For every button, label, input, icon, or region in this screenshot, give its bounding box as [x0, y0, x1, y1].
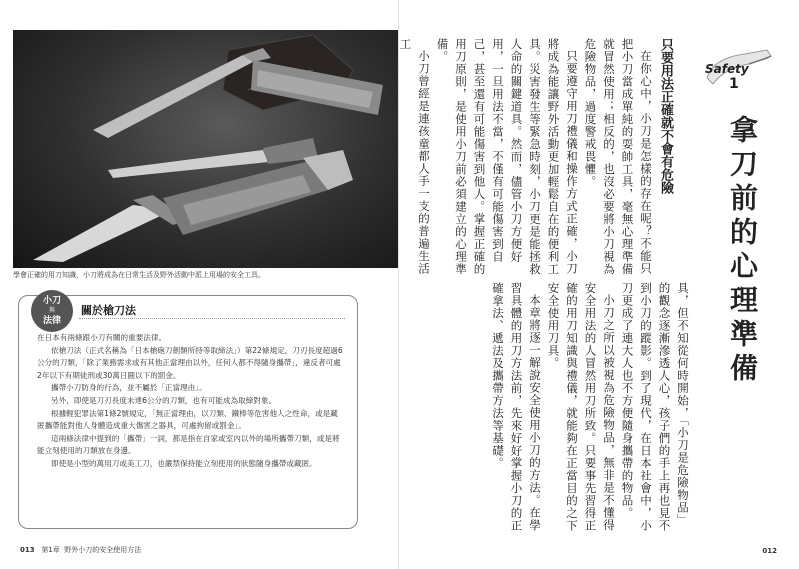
- right-page-number: 012: [762, 547, 777, 555]
- badge-number: 1: [729, 76, 739, 92]
- left-page: [0, 0, 399, 569]
- section-label: 野外小刀的安全使用方法: [64, 546, 142, 554]
- body-paragraph: 本章將逐一解說安全使用小刀的方法。在學習具體的用刀方法前，先來好好掌握小刀的正確拿法、遞法及攜帶方法等基礎。: [491, 282, 542, 532]
- page-subtitle: 只要用法正確就不會有危險: [658, 38, 673, 194]
- law-paragraph: 攜帶小刀防身的行為，並不屬於「正當理由」。: [51, 383, 207, 393]
- law-tag-bottom: 法律: [42, 316, 61, 326]
- law-paragraph: 根據輕犯罪法第1條2號規定，「無正當理由，以刀類、鐵棒等危害他人之性命，或是藏匿攜帶能對他人身體造成重大傷害之器具，可處拘留或罰金」。: [37, 408, 338, 431]
- law-paragraph: 這兩條法律中提到的「攜帶」一詞，都是指在自家或室內以外的場所攜帶刀類，或是將能立刻使用的刀類放在身邊。: [37, 433, 340, 456]
- left-page-number: 013: [20, 546, 35, 554]
- knives-illustration: [13, 30, 399, 268]
- body-text-bottom: [430, 282, 692, 532]
- badge-word: Safety: [705, 62, 749, 76]
- body-text-top: [398, 38, 655, 278]
- law-box-body: [37, 332, 343, 471]
- chapter-label: 第1章: [41, 546, 60, 554]
- law-box-header: [19, 296, 357, 328]
- page-title: 拿刀前的心理準備: [726, 115, 759, 387]
- law-tag-mid: 與: [48, 307, 55, 314]
- law-box: [18, 295, 358, 529]
- law-paragraph: 在日本有兩條跟小刀有關的重要法律。: [37, 333, 167, 342]
- law-paragraph: 依槍刀法（正式名稱為「日本槍砲刀劍類所持等取締法」）第22條規定，刀刃長度超過6公分的刀類，「除了業務需求或有其他正當理由以外，任何人都不得隨身攜帶」，違反者可處2年以下有期徒刑或30萬日圓以下的罰金。: [37, 345, 343, 380]
- left-folio: [20, 545, 141, 555]
- law-paragraph: 另外，即使是刀刃長度未達6公分的刀類，也有可能成為取締對象。: [51, 395, 277, 405]
- law-box-title: 關於槍刀法: [81, 304, 136, 317]
- safety-badge: [705, 48, 765, 104]
- body-paragraph: 只要遵守用刀禮儀和操作方式正確，小刀將成為能讓野外活動更加輕鬆自在的便利工具。災害發生等緊急時刻，小刀更是能拯救人命的關鍵道具。然而，儘管小刀方便好用，一旦用法不當，不僅有可能傷害到自己，甚至還有可能傷害到他人。掌握正確的用刀原則，是使用小刀前必須建立的心理準備。: [435, 38, 579, 276]
- body-paragraph: 在你心中，小刀是怎樣的存在呢？不能只把小刀當成單純的耍帥工具，毫無心理準備就冒然使用；相反的，也沒必要將小刀視為危險物品，過度警戒畏懼。: [583, 38, 653, 276]
- knife-badge-icon: [705, 48, 775, 104]
- law-tag-top: 小刀: [42, 296, 61, 306]
- right-folio: [762, 547, 777, 555]
- law-paragraph: 即使是小型的萬用刀或美工刀，也嚴禁保持能立刻使用的狀態隨身攜帶或藏匿。: [51, 458, 317, 468]
- photo-caption: 學會正確的用刀知識，小刀將成為在日常生活及野外活動中派上用場的安全工具。: [13, 271, 265, 279]
- law-box-divider: [79, 318, 345, 319]
- body-paragraph: 小刀曾經是連孩童都人手一支的普遍生活工: [398, 38, 431, 275]
- law-tag: [31, 290, 73, 332]
- body-paragraph: 具，但不知從何時開始，「小刀是危險物品」的觀念逐漸滲透人心，孩子們的手上再也見不到小刀的蹤影。到了現代，在日本社會中，小刀更成了連大人也不方便隨身攜帶的物品。: [620, 282, 690, 532]
- knives-photo: [13, 30, 399, 268]
- body-paragraph: 小刀之所以被視為危險物品，無非是不懂得安全用法的人冒然用刀所致。只要事先習得正確的用刀知識與禮儀，就能夠在正當目的之下安全使用刀具。: [546, 282, 616, 532]
